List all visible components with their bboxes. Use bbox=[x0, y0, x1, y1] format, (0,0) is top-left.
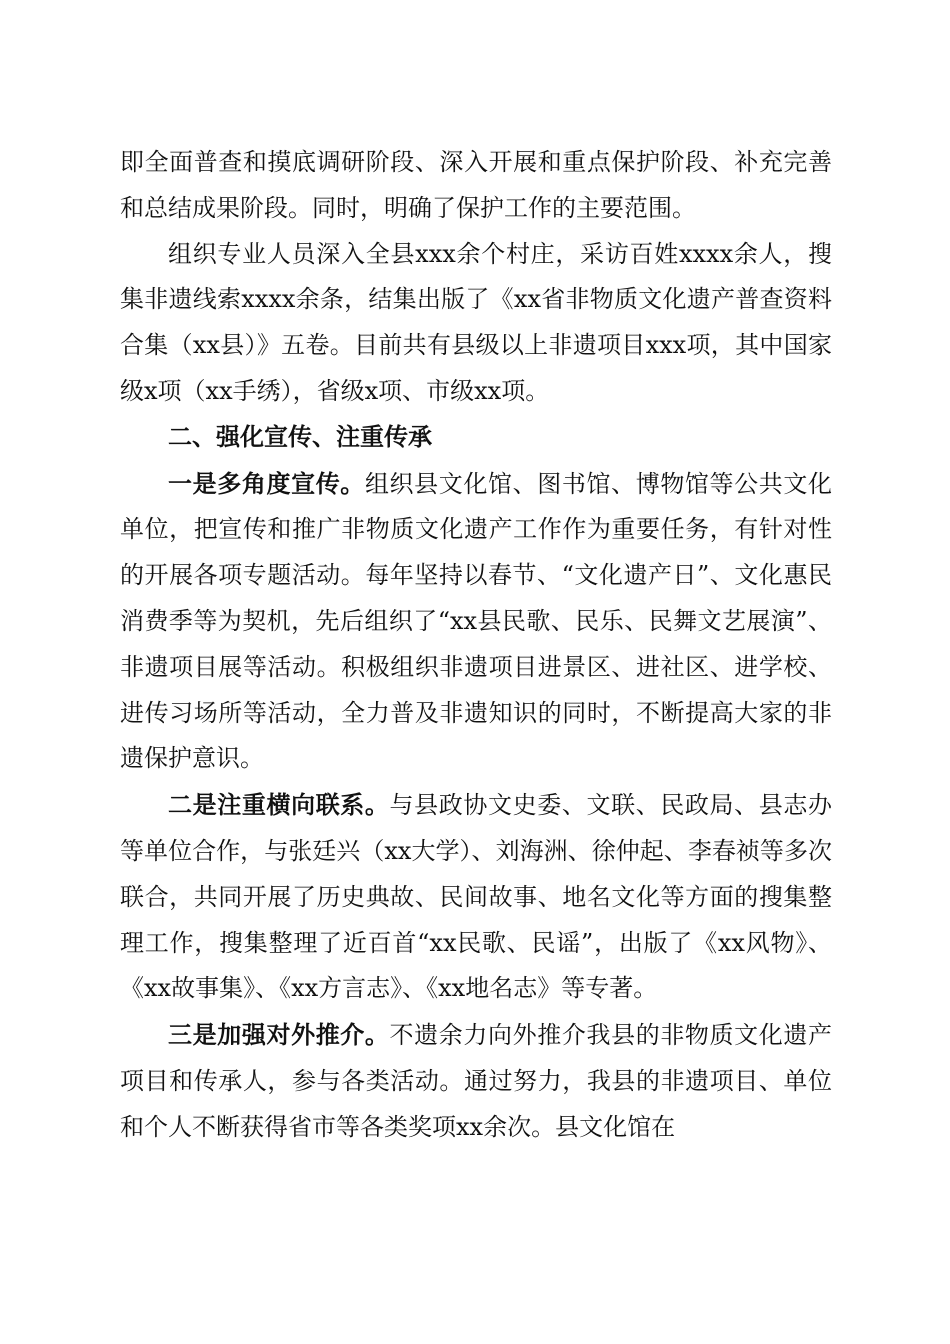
paragraph-survey-results: 组织专业人员深入全县xxx余个村庄，采访百姓xxxx余人，搜集非遗线索xxxx余条，结集出版了《xx省非物质文化遗产普查资料合集（xx县）》五卷。目前共有县级以上非遗项目xxx项，其中国家级x项（xx手绣），省级x项、市级xx项。 bbox=[120, 239, 832, 405]
paragraph-lead: 二是注重横向联系。 bbox=[168, 790, 390, 820]
paragraph-text: 不遗余力向外推介我县的非物质文化遗产项目和传承人，参与各类活动。通过努力，我县的非遗项目、单位和个人不断获得省市等各类奖项xx余次。县文化馆在 bbox=[120, 1021, 833, 1141]
paragraph-lead: 一是多角度宣传。 bbox=[168, 468, 365, 498]
document-body bbox=[120, 140, 832, 1151]
paragraph-promotion bbox=[120, 1012, 832, 1150]
paragraph-text: 与县政协文史委、文联、民政局、县志办等单位合作，与张廷兴（xx大学）、刘海洲、徐仲起、李春祯等多次联合，共同开展了历史典故、民间故事、地名文化等方面的搜集整理工作，搜集整理了近百首“xx民歌、民谣”，出版了《xx风物》、《xx故事集》、《xx方言志》、《xx地名志》等专著。 bbox=[120, 791, 833, 1003]
section-heading: 二、强化宣传、注重传承 bbox=[168, 422, 432, 451]
paragraph-cooperation bbox=[120, 782, 832, 1012]
paragraph-lead: 三是加强对外推介。 bbox=[168, 1020, 390, 1050]
paragraph-text: 组织县文化馆、图书馆、博物馆等公共文化单位，把宣传和推广非物质文化遗产工作作为重要任务，有针对性的开展各项专题活动。每年坚持以春节、“文化遗产日”、文化惠民消费季等为契机，先后组织了“xx县民歌、民乐、民舞文艺展演”、非遗项目展等活动。积极组织非遗项目进景区、进社区、进学校、进传习场所等活动，全力普及非遗知识的同时，不断提高大家的非遗保护意识。 bbox=[120, 469, 833, 773]
paragraph-publicity bbox=[120, 461, 832, 783]
paragraph-continuation: 即全面普查和摸底调研阶段、深入开展和重点保护阶段、补充完善和总结成果阶段。同时，明确了保护工作的主要范围。 bbox=[120, 148, 832, 222]
